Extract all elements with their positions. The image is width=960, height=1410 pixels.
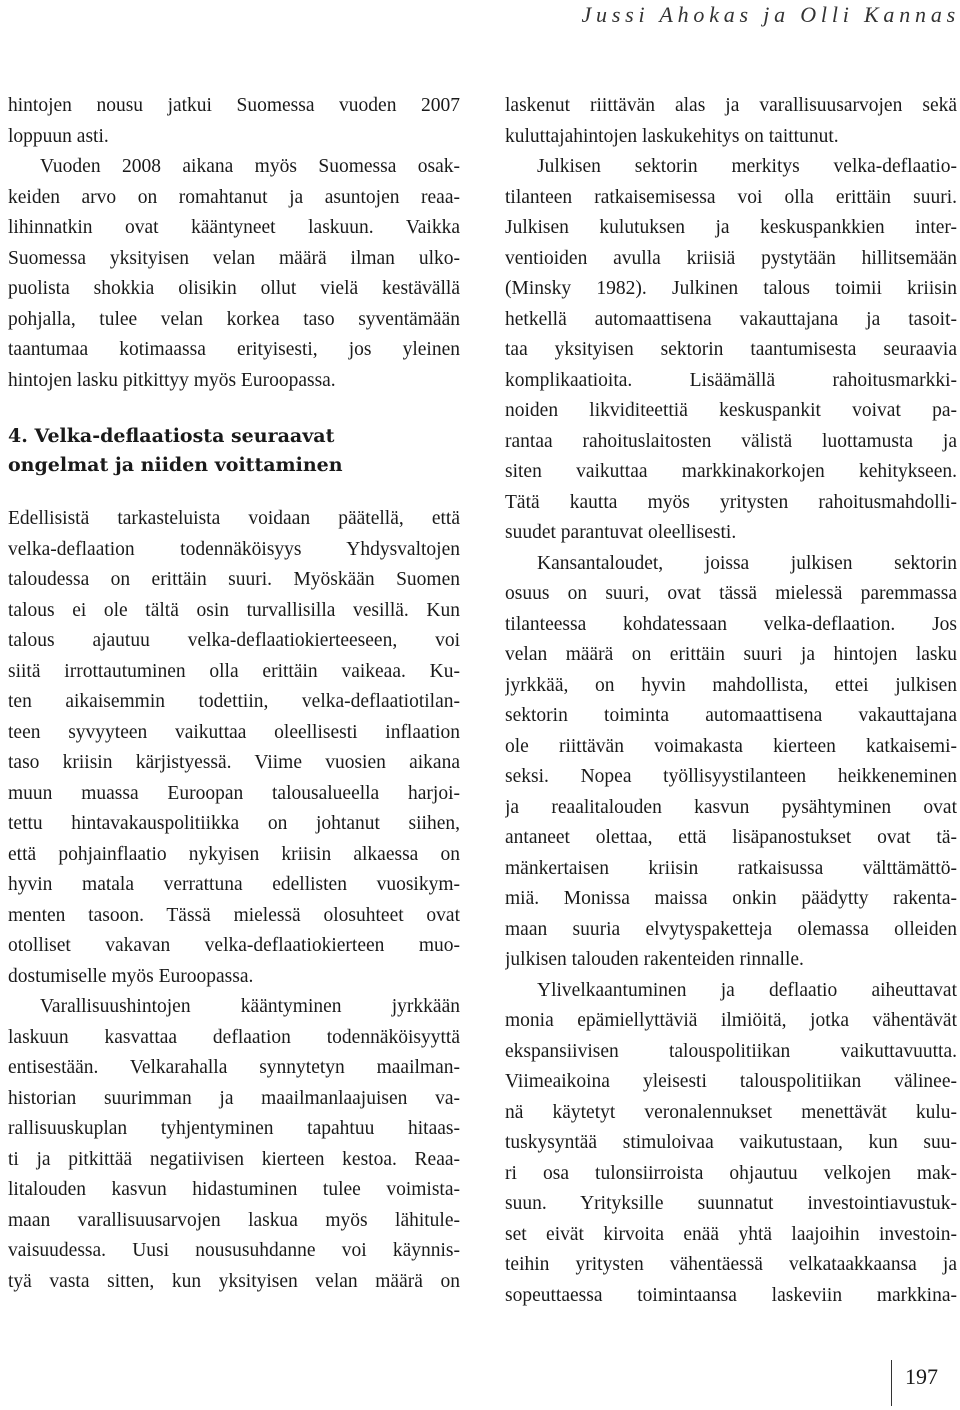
paragraph — [8, 152, 460, 396]
text-line: (Minsky 1982). Julkinen talous toimii kriisin — [505, 278, 957, 299]
running-header: Jussi Ahokas ja Olli Kannas — [581, 2, 960, 27]
text-line: menten tasoon. Tässä mielessä olosuhteet ovat — [8, 904, 460, 926]
text-line: tyä vasta sitten, kun yksityisen velan määrä on — [8, 1270, 460, 1292]
text-line: ventioiden avulla kriisiä pystytään hillitsemään — [505, 247, 957, 269]
spacer — [8, 480, 460, 504]
text-line: taloudessa on erittäin suuri. Myöskään Suomen — [8, 569, 460, 590]
paragraph — [8, 91, 460, 152]
folio-rule — [891, 1360, 892, 1406]
text-line: Suomessa yksityisen velan määrä ilman ulko- — [8, 247, 460, 269]
text-line: tettu hintavakauspolitiikka on johtanut siihen, — [8, 813, 460, 834]
text-line: puolista shokkia olisikin ollut vielä kestävällä — [8, 278, 460, 299]
text-line: historian suurimman ja maailmanlaajuisen va- — [8, 1087, 460, 1109]
text-line: noiden likviditeettiä keskuspankit voivat pa- — [505, 400, 957, 421]
text-line: sopeuttaessa toimintaansa laskeviin markkina- — [505, 1284, 957, 1306]
paragraph — [505, 976, 957, 1312]
text-line: maan varallisuusarvojen laskua myös lähitule- — [8, 1209, 460, 1231]
text-line: otolliset vakavan velka-deflaatiokierteen muo- — [8, 935, 460, 956]
text-line: talous ei ole tältä osin turvallisilla vesillä. Kun — [8, 599, 460, 621]
text-line: Julkisen kulutuksen ja keskuspankkien inter- — [505, 217, 957, 238]
text-line: nä käytetyt veronalennukset menettävät kulu- — [505, 1101, 957, 1123]
text-line: ole riittävän voimakasta kierteen katkaisemi- — [505, 735, 957, 757]
text-line: tilanteen ratkaisemisessa voi olla erittäin suuri. — [505, 186, 957, 208]
text-line: ti ja pitkittää negatiivisen kierteen kestoa. Reaa- — [8, 1148, 460, 1170]
text-line: velka-deflaation todennäköisyys Yhdysvaltojen — [8, 538, 460, 560]
paragraph — [505, 549, 957, 976]
text-line: ten aikaisemmin todettiin, velka-deflaatiotilan- — [8, 691, 460, 712]
text-line: laskenut riittävän alas ja varallisuusarvojen sekä — [505, 95, 957, 116]
text-line: hetkellä automaattisena vakauttajana ja tasoit- — [505, 308, 957, 330]
text-line: hintojen lasku pitkittyy myös Euroopassa. — [8, 369, 336, 391]
text-line: miä. Monissa maissa onkin päädytty rakenta- — [505, 888, 957, 909]
text-line: antaneet olettaa, että lisäpanostukset ovat tä- — [505, 827, 957, 848]
text-line: Julkisen sektorin merkitys velka-deflaatio- — [537, 156, 957, 177]
paragraph — [505, 91, 957, 152]
section-heading — [8, 422, 460, 480]
text-line: rantaa rahoituslaitosten välistä luottamusta ja — [505, 430, 957, 452]
text-line: Vuoden 2008 aikana myös Suomessa osak- — [40, 156, 460, 177]
text-line: taa yksityisen sektorin taantumisesta seuraavia — [505, 339, 957, 360]
text-line: kuluttajahintojen laskukehitys on taittunut. — [505, 125, 839, 147]
text-line: mänkertaisen kriisin ratkaisussa välttämättö- — [505, 857, 957, 879]
text-line: Tätä kautta myös yritysten rahoitusmahdolli- — [505, 491, 957, 513]
text-line: keiden arvo on romahtanut ja asuntojen reaa- — [8, 186, 460, 208]
paragraph — [8, 504, 460, 992]
text-line: pohjalla, tulee velan korkea taso syventämään — [8, 308, 460, 330]
paragraph — [8, 992, 460, 1297]
text-line: seksi. Nopea työllisyystilanteen heikkeneminen — [505, 766, 957, 787]
text-line: siitä irrottautuminen olla erittäin vaikeaa. Ku- — [8, 660, 460, 682]
text-line: velan määrä on erittäin suuri ja hintojen lasku — [505, 644, 957, 665]
text-line: dostumiselle myös Euroopassa. — [8, 965, 254, 987]
text-line: maan suuria elvytyspaketteja olemassa olleiden — [505, 918, 957, 940]
spacer — [8, 396, 460, 422]
left-column — [8, 91, 460, 1321]
text-line: rallisuuskuplan tyhjentyminen tapahtuu hitaas- — [8, 1118, 460, 1139]
text-line: teen syvyyteen vaikuttaa oleellisesti inflaation — [8, 721, 460, 743]
text-line: osuus on suuri, ovat tässä mielessä paremmassa — [505, 583, 957, 604]
text-line: Ylivelkaantuminen ja deflaatio aiheuttavat — [537, 979, 957, 1001]
text-line: suudet parantuvat oleellisesti. — [505, 522, 737, 543]
text-line: ja reaalitalouden kasvun pysähtyminen ovat — [505, 796, 957, 818]
text-line: taantumaa kotimaassa erityisesti, jos yleinen — [8, 339, 460, 360]
text-line: talous ajautuu velka-deflaatiokierteeseen, voi — [8, 630, 460, 651]
text-line: hintojen nousu jatkui Suomessa vuoden 2007 — [8, 95, 460, 116]
heading-line: ongelmat ja niiden voittaminen — [8, 454, 343, 476]
text-line: julkisen talouden rakenteiden rinnalle. — [505, 949, 804, 970]
text-line: muun muassa Euroopan talousalueella harjoi- — [8, 782, 460, 804]
text-line: Varallisuushintojen kääntyminen jyrkkään — [40, 996, 460, 1017]
text-line: että pohjainflaatio nykyisen kriisin alkaessa on — [8, 843, 460, 865]
right-column — [505, 91, 957, 1321]
text-line: tilanteessa kohdatessaan velka-deflaation. Jos — [505, 613, 957, 635]
text-line: Edellisistä tarkasteluista voidaan päätellä, että — [8, 508, 460, 529]
text-line: entisestään. Velkarahalla synnytetyn maailman- — [8, 1057, 460, 1078]
text-line: Viimeaikoina yleisesti talouspolitiikan välinee- — [505, 1071, 957, 1092]
text-line: litalouden kasvun hidastuminen tulee voimista- — [8, 1179, 460, 1200]
text-line: komplikaatioita. Lisäämällä rahoitusmarkki- — [505, 369, 957, 391]
paragraph — [505, 152, 957, 549]
text-line: laskuun kasvattaa deflaation todennäköisyyttä — [8, 1026, 460, 1048]
text-line: suun. Yrityksille suunnatut investointiavustuk- — [505, 1193, 957, 1214]
page-number: 197 — [905, 1364, 938, 1389]
text-line: Kansantaloudet, joissa julkisen sektorin — [537, 552, 957, 574]
text-line: jyrkkää, on hyvin mahdollista, ettei julkisen — [505, 674, 957, 696]
text-line: tuskysyntää stimuloivaa vaikutustaan, kun suu- — [505, 1132, 957, 1153]
heading-line: 4. Velka-deflaatiosta seuraavat — [8, 425, 335, 447]
text-line: taso kriisin kärjistyessä. Viime vuosien aikana — [8, 752, 460, 773]
text-line: set eivät kirvoita enää yhtä laajoihin investoin- — [505, 1223, 957, 1245]
text-line: lihinnatkin ovat kääntyneet laskuun. Vaikka — [8, 217, 460, 238]
text-line: teihin yritysten vähentäessä velkataakkaansa ja — [505, 1254, 957, 1275]
text-line: hyvin matala verrattuna edellisten vuosikym- — [8, 874, 460, 895]
text-line: loppuun asti. — [8, 125, 109, 147]
text-line: ekspansiivisen talouspolitiikan vaikuttavuutta. — [505, 1040, 957, 1062]
text-line: siten vaikuttaa markkinakorkojen kehitykseen. — [505, 461, 957, 482]
text-line: vaisuudessa. Uusi noususuhdanne voi käynnis- — [8, 1240, 460, 1261]
text-line: sektorin toiminta automaattisena vakauttajana — [505, 705, 957, 726]
text-line: monia epämiellyttäviä ilmiöitä, jotka vähentävät — [505, 1010, 957, 1031]
text-line: ri osa tulonsiirroista ohjautuu velkojen mak- — [505, 1162, 957, 1184]
